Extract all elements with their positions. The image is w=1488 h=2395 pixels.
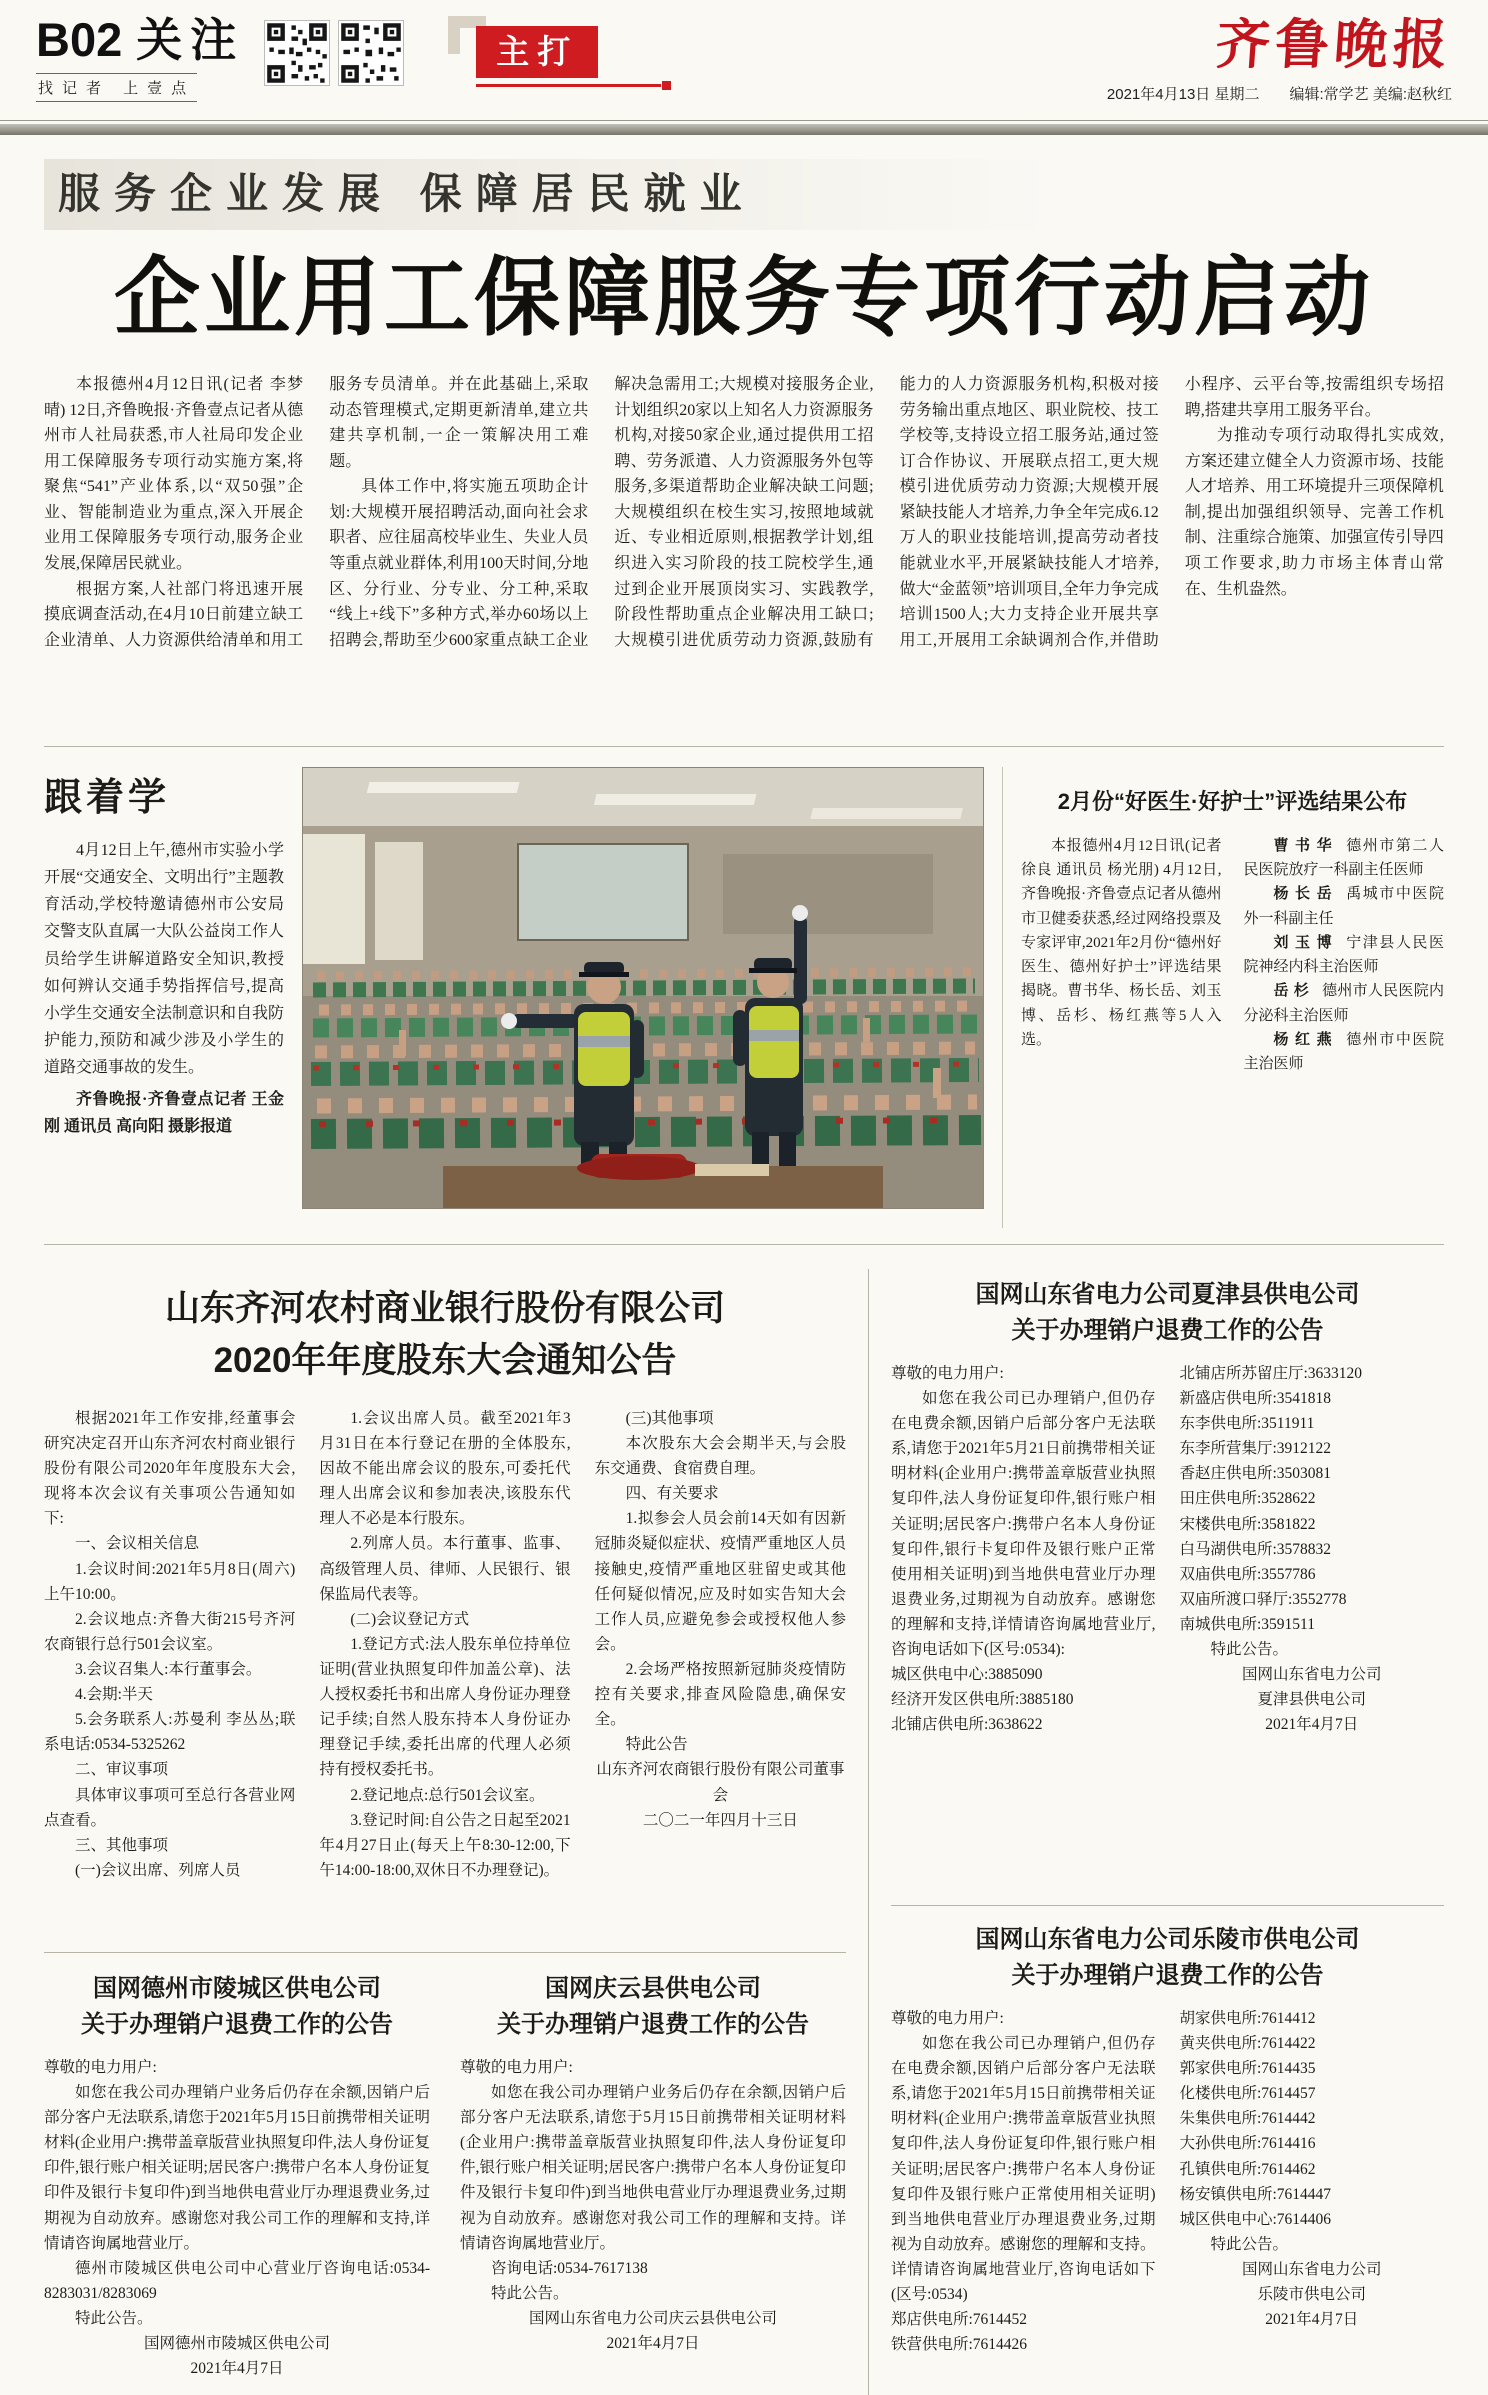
date-text: 2021年4月13日 星期二 (1106, 85, 1260, 103)
phone-line: 东李供电所:3511911 (1179, 1415, 1315, 1433)
notices-right-column (868, 1269, 1444, 2395)
phone-line: 北铺店供电所:3638622 (891, 1716, 1043, 1734)
notices-band (0, 1261, 1488, 2395)
notice-date: 2021年4月7日 (1265, 1716, 1359, 1734)
lead-paragraph: 为推动专项行动取得扎实成效,方案还建立健全人力资源市场、技能人才培养、用工环境提升三项保障机制,提出加强组织领导、完善工作机制、注重综合施策、加强宣传引导四项工作要求,助力市场主体青山常在、生机盎然。 (1184, 427, 1444, 598)
bank-paragraph: 4.会期:半天 (75, 1686, 153, 1704)
notices-left-column (44, 1269, 868, 2395)
photo-byline: 齐鲁晚报·齐鲁壹点记者 王金刚 通讯员 高向阳 摄影报道 (44, 1090, 284, 1135)
bank-paragraph: 1.会议时间:2021年5月8日(周六)上午10:00。 (44, 1560, 296, 1603)
bank-notice-title (44, 1283, 846, 1388)
bank-paragraph: 2.列席人员。本行董事、监事、高级管理人员、律师、人民银行、银保监局代表等。 (319, 1535, 571, 1603)
signer2: 乐陵市供电公司 (1257, 2286, 1366, 2304)
notice-leling (891, 1905, 1444, 2395)
bank-paragraph: 具体审议事项可至总行各营业网点查看。 (44, 1786, 296, 1829)
phone-line: 南城供电所:3591511 (1179, 1616, 1315, 1633)
main-feature-badge (454, 26, 664, 96)
notice-date: 2021年4月7日 (606, 2335, 700, 2353)
bank-notice (44, 1283, 846, 1936)
medical-article (1002, 767, 1444, 1228)
editors-text: 编辑:常学艺 美编:赵秋红 (1289, 85, 1452, 103)
winner-name: 曹书华 (1273, 837, 1339, 854)
phone-line: 德州市陵城区供电公司中心营业厅咨询电话:0534-8283031/8283069 (44, 2259, 430, 2302)
winner-title: 禹城市中医院外一科副主任 (1243, 886, 1444, 927)
closing: 特此公告。 (1210, 2235, 1289, 2253)
phone-line: 双庙供电所:3557786 (1179, 1565, 1316, 1583)
lead-paragraph: 本报德州4月12日讯(记者 李梦晴) 12日,齐鲁晚报·齐鲁壹点记者从德州市人社局获悉,市人社局印发企业用工保障服务专项行动实施方案,将聚焦“541”产业体系,以“双50强”企业、智能制造业为重点,深入开展企业用工保障服务专项行动,服务企业发展,保障居民就业。 (44, 375, 304, 573)
bank-paragraph: 本次股东大会会期半天,与会股东交通费、食宿费自理。 (594, 1435, 846, 1478)
winner-entry (1244, 979, 1445, 1028)
phone-line: 田庄供电所:3528622 (1179, 1490, 1316, 1508)
xiajin-body (891, 1361, 1444, 1891)
kicker: 服务企业发展 保障居民就业 (44, 159, 1056, 230)
bank-signer: 山东齐河农商银行股份有限公司董事会 (596, 1761, 845, 1804)
dateline (1107, 83, 1452, 104)
bank-date: 二〇二一年四月十三日 (642, 1811, 798, 1829)
notice-text: 如您在我公司办理销户业务后仍存在余额,因销户后部分客户无法联系,请您于5月15日前携带相关证明材料(企业用户:携带盖章版营业执照复印件,法人身份证复印件,银行账户相关证明;居民客户:携带户名本人身份证复印件及银行卡复印件)到当地供电营业厅办理退费业务,过期视为自动放弃。感谢您对我公司工作的理解和支持。详情请咨询属地营业厅。 (460, 2084, 846, 2252)
phone-line: 白马湖供电所:3578832 (1179, 1540, 1332, 1558)
notice-text: 如您在我公司办理销户业务后仍存在余额,因销户后部分客户无法联系,请您于2021年5月15日前携带相关证明材料(企业用户:携带盖章版营业执照复印件,法人身份证复印件,银行账户相关证明;居民客户:携带户名本人身份证复印件及银行卡复印件)到当地供电营业厅办理退费业务,过期视为自动放弃。感谢您对我公司工作的理解和支持,详情请咨询属地营业厅。 (44, 2084, 430, 2252)
phone-line: 郑店供电所:7614452 (891, 2311, 1028, 2329)
winner-name: 杨红燕 (1273, 1032, 1339, 1049)
bank-title-line1: 山东齐河农村商业银行股份有限公司 (164, 1288, 725, 1328)
medical-lead: 本报德州4月12日讯(记者 徐良 通讯员 杨光朋) 4月12日,齐鲁晚报·齐鲁壹点记者从德州市卫健委获悉,经过网络投票及专家评审,2021年2月份“德州好医生、德州好护士”评选结果揭晓。曹书华、杨长岳、刘玉博、岳杉、杨红燕等5人入选。 (1021, 837, 1222, 1049)
bank-notice-body (44, 1406, 846, 1936)
qr-codes (264, 20, 404, 86)
signer2: 夏津县供电公司 (1257, 1691, 1366, 1709)
bank-paragraph: 2.登记地点:总行501会议室。 (350, 1786, 545, 1804)
lingcheng-title-line2: 关于办理销户退费工作的公告 (81, 2010, 393, 2038)
xiajin-title-line1: 国网山东省电力公司夏津县供电公司 (975, 1280, 1360, 1308)
phone-line: 胡家供电所:7614412 (1179, 2009, 1316, 2027)
lead-paragraph: 具体工作中,将实施五项助企计划:大规模开展招聘活动,面向社会求职者、应往届高校毕业生、失业人员等重点就业群体,利用100天时间,分地区、分行业、分专业、分工种,采取“线上+线下”多种方式,举办60场以上招聘会,帮助至少600家重点缺工企业解决急需用工;大规模对接服务企业,计划组织20家以上知名人力资源服务机构,对接50家企业,通过提供用工招聘、劳务派遣、人力资源服务外包等服务,多渠道帮助企业解决缺工问题;大规模组织在校生实习,按照地域就近、专业相近原则,根据教学计划,组织进入实习阶段的技工院校学生,通过到企业开展顶岗实习、实践教学,阶段性帮助重点企业解决用工缺口;大规模引进优质劳动力资源,鼓励有能力的人力资源服务机构,积极对接劳务输出重点地区、职业院校、技工学校等,支持设立招工服务站,通过签订合作协议、开展联点招工,更大规模引进优质劳动力资源;大规模开展紧缺技能人才培养,力争全年完成6.12万人的职业技能培训,提高劳动者技能就业水平,开展紧缺技能人才培养,做大“金蓝领”培训项目,全年力争完成培训1500人;大力支持企业开展共享用工,开展用工余缺调剂合作,并借助小程序、云平台等,按需组织专场招聘,搭建共享用工服务平台。 (329, 375, 1444, 649)
bank-paragraph: 根据2021年工作安排,经董事会研究决定召开山东齐河农村商业银行股份有限公司2020年年度股东大会,现将本次会议有关事项公告通知如下: (44, 1409, 296, 1528)
leling-body (891, 2006, 1444, 2395)
phone-line: 黄夹供电所:7614422 (1179, 2035, 1316, 2053)
closing: 特此公告。 (1210, 1641, 1289, 1659)
phone-line: 新盛店供电所:3541818 (1179, 1390, 1332, 1408)
notice-text: 如您在我公司已办理销户,但仍存在电费余额,因销户后部分客户无法联系,请您于2021年5月15日前携带相关证明材料(企业用户:携带盖章版营业执照复印件,法人身份证复印件,银行账户相关证明;居民客户:携带户名本人身份证复印件及银行账户正常使用相关证明)到当地供电营业厅办理退费业务,过期视为自动放弃。感谢您的理解和支持。详情请咨询属地营业厅,咨询电话如下(区号:0534) (891, 2035, 1156, 2304)
medical-winner-list (1244, 834, 1445, 1077)
winner-name: 杨长岳 (1273, 886, 1339, 903)
phone-line: 宋楼供电所:3581822 (1179, 1515, 1316, 1533)
leling-title-line2: 关于办理销户退费工作的公告 (1011, 1961, 1324, 1989)
bank-paragraph: 1.拟参会人员会前14天如有因新冠肺炎疑似症状、疫情严重地区人员接触史,疫情严重地区驻留史或其他任何疑似情况,应及时如实告知大会工作人员,应避免参会或授权他人参会。 (594, 1510, 846, 1653)
bank-paragraph: (一)会议出席、列席人员 (75, 1861, 241, 1879)
phone-line: 郭家供电所:7614435 (1179, 2060, 1316, 2078)
salutation: 尊敬的电力用户: (891, 2009, 1004, 2027)
qr-code-left-icon (264, 20, 330, 86)
small-notices-row (44, 1952, 846, 2381)
notice-qingyun (460, 1963, 846, 2381)
winner-entry (1244, 1028, 1445, 1077)
winner-title: 德州市人民医院内分泌科主治医师 (1243, 983, 1444, 1024)
closing: 特此公告。 (75, 2310, 153, 2327)
middle-band (0, 763, 1488, 1228)
phone-line: 城区供电中心:7614406 (1179, 2210, 1332, 2228)
salutation: 尊敬的电力用户: (44, 2058, 157, 2076)
bank-paragraph: 1.会议出席人员。截至2021年3月31日在本行登记在册的全体股东,因故不能出席会议的股东,可委托代理人出席会议和参加表决,该股东代理人不必是本行股东。 (319, 1409, 571, 1528)
classroom-photo-illustration (303, 768, 983, 1208)
bank-paragraph: 四、有关要求 (625, 1485, 719, 1503)
bank-paragraph: (二)会议登记方式 (350, 1610, 470, 1628)
bank-title-line2: 2020年年度股东大会通知公告 (213, 1341, 677, 1381)
bank-paragraph: (三)其他事项 (625, 1409, 714, 1427)
signer: 国网德州市陵城区供电公司 (143, 2335, 330, 2353)
photo-story-title: 跟着学 (44, 776, 171, 819)
winner-title: 宁津县人民医院神经内科主治医师 (1243, 934, 1444, 976)
notice-date: 2021年4月7日 (190, 2360, 284, 2378)
winner-entry (1244, 931, 1445, 980)
section-divider (44, 746, 1444, 747)
bank-paragraph: 一、会议相关信息 (75, 1535, 200, 1553)
newspaper-logo: 齐鲁晚报 (1213, 12, 1455, 76)
photo-caption: 4月12日上午,德州市实验小学开展“交通安全、文明出行”主题教育活动,学校特邀请德州市公安局交警支队直属一大队公益岗工作人员给学生讲解道路安全知识,教授如何辨认交通手势指挥信号,提高小学生交通安全法制意识和自我防护能力,预防和减少涉及小学生的道路交通事故的发生。 (44, 841, 285, 1077)
bank-paragraph: 三、其他事项 (75, 1836, 169, 1854)
classroom-photo (302, 767, 984, 1209)
phone-line: 北铺店所苏留庄厅:3633120 (1179, 1364, 1363, 1382)
medical-body (1021, 834, 1444, 1194)
phone-line: 化楼供电所:7614457 (1179, 2085, 1316, 2103)
phone-line: 大孙供电所:7614416 (1179, 2135, 1316, 2153)
bank-paragraph: 二、审议事项 (75, 1761, 169, 1779)
masthead (0, 0, 1488, 120)
bank-closing: 特此公告 (625, 1736, 688, 1754)
lingcheng-title-line1: 国网德州市陵城区供电公司 (93, 1974, 381, 2002)
leling-title (891, 1922, 1444, 1994)
notice-xiajin (891, 1277, 1444, 1891)
signer: 国网山东省电力公司 (1241, 2261, 1382, 2278)
section-divider-2 (44, 1244, 1444, 1245)
qingyun-title (460, 1971, 846, 2043)
salutation: 尊敬的电力用户: (891, 1364, 1004, 1382)
notice-date: 2021年4月7日 (1265, 2311, 1359, 2329)
phone-line: 经济开发区供电所:3885180 (891, 1691, 1074, 1709)
phone-line: 城区供电中心:3885090 (891, 1666, 1043, 1684)
bank-paragraph: 2.会议地点:齐鲁大街215号齐河农商银行总行501会议室。 (44, 1610, 296, 1653)
lead-story (0, 135, 1488, 730)
masthead-right (1106, 12, 1455, 104)
page-number: B02 (36, 13, 123, 66)
phone-line: 双庙所渡口驿厅:3552778 (1179, 1590, 1347, 1608)
winner-entry (1244, 834, 1445, 883)
lead-paragraph: 根据方案,人社部门将迅速开展摸底调查活动,在4月10日前建立缺工企业清单、人力资源供给清单和用工服务专员清单。并在此基础上,采取动态管理模式,定期更新清单,建立共建共享机制,一企一策解决用工难题。 (44, 375, 589, 649)
bank-paragraph: 2.会场严格按照新冠肺炎疫情防控有关要求,排查风险隐患,确保安全。 (594, 1661, 846, 1729)
bank-paragraph: 5.会务联系人:苏曼利 李丛丛;联系电话:0534-5325262 (44, 1711, 296, 1754)
slogan: 找记者 上壹点 (36, 73, 197, 102)
notice-lingcheng (44, 1963, 430, 2381)
qingyun-title-line2: 关于办理销户退费工作的公告 (497, 2010, 809, 2038)
notice-text: 如您在我公司已办理销户,但仍存在电费余额,因销户后部分客户无法联系,请您于2021年5月21日前携带相关证明材料(企业用户:携带盖章版营业执照复印件,法人身份证复印件,银行账户相关证明;居民客户:携带户名本人身份证复印件,银行卡复印件及银行账户正常使用相关证明)到当地供电营业厅办理退费业务,过期视为自动放弃。感谢您的理解和支持,详情请咨询属地营业厅,咨询电话如下(区号:0534): (891, 1390, 1156, 1659)
phone-line: 杨安镇供电所:7614447 (1179, 2185, 1332, 2203)
winner-name: 刘玉博 (1273, 934, 1339, 951)
header-rule-thick (0, 124, 1488, 135)
section-name: 关注 (136, 14, 245, 66)
photo-story-text (44, 767, 284, 1228)
phone-line: 东李所营集厅:3912122 (1179, 1440, 1332, 1458)
lingcheng-title (44, 1971, 430, 2043)
leling-title-line1: 国网山东省电力公司乐陵市供电公司 (975, 1925, 1360, 1953)
bank-paragraph: 3.登记时间:自公告之日起至2021年4月27日止(每天上午8:30-12:00,下午14:00-18:00,双休日不办理登记)。 (319, 1811, 571, 1879)
qr-code-right-icon (338, 20, 404, 86)
winner-title: 德州市中医院主治医师 (1243, 1032, 1444, 1073)
qingyun-title-line1: 国网庆云县供电公司 (545, 1974, 761, 2002)
phone-line: 香赵庄供电所:3503081 (1179, 1465, 1332, 1483)
qingyun-body (460, 2055, 846, 2356)
phone-line: 铁营供电所:7614426 (891, 2336, 1028, 2354)
winner-entry (1244, 882, 1445, 931)
signer: 国网山东省电力公司 (1241, 1666, 1382, 1684)
page-section-block (36, 13, 245, 102)
lead-story-body (44, 372, 1444, 730)
salutation: 尊敬的电力用户: (460, 2058, 573, 2076)
phone-line: 咨询电话:0534-7617138 (491, 2259, 648, 2277)
winner-title: 德州市第二人民医院放疗一科副主任医师 (1243, 837, 1444, 878)
bank-paragraph: 1.登记方式:法人股东单位持单位证明(营业执照复印件加盖公章)、法人授权委托书和出席人身份证办理登记手续;自然人股东持本人身份证办理登记手续,委托出席的代理人必须持有授权委托书。 (319, 1635, 571, 1779)
lingcheng-body (44, 2055, 430, 2381)
signer: 国网山东省电力公司庆云县供电公司 (528, 2310, 777, 2327)
xiajin-title-line2: 关于办理销户退费工作的公告 (1011, 1316, 1324, 1344)
medical-headline: 2月份“好医生·好护士”评选结果公布 (1057, 788, 1408, 814)
xiajin-title (891, 1277, 1444, 1349)
badge-label: 主打 (476, 26, 598, 78)
phone-line: 孔镇供电所:7614462 (1179, 2160, 1316, 2178)
main-headline: 企业用工保障服务专项行动启动 (114, 249, 1374, 346)
badge-underline (476, 84, 661, 87)
bank-paragraph: 3.会议召集人:本行董事会。 (75, 1661, 262, 1678)
closing: 特此公告。 (491, 2284, 569, 2302)
phone-line: 朱集供电所:7614442 (1179, 2110, 1316, 2128)
header-rule-thin (0, 120, 1488, 121)
winner-name: 岳杉 (1273, 983, 1315, 1000)
